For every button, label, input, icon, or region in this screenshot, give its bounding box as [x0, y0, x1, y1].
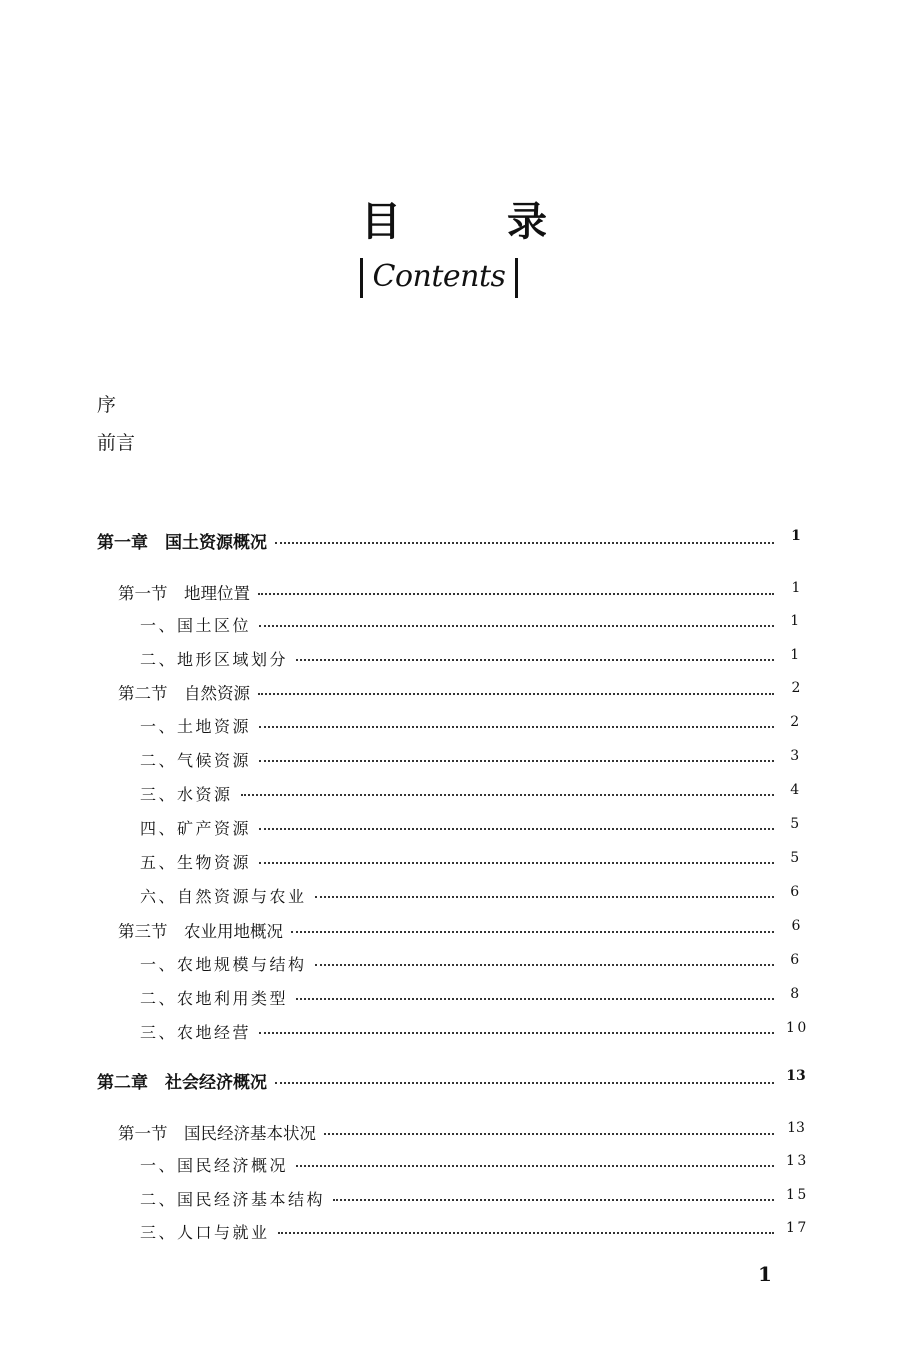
toc-section-row[interactable]	[118, 680, 801, 706]
toc-entry-label: 四、矿产资源	[140, 819, 252, 838]
toc-entry-label: 第二节 自然资源	[118, 684, 250, 703]
toc-page-number: 5	[790, 850, 802, 866]
toc-item-row[interactable]	[140, 850, 802, 876]
toc-page-number: 8	[790, 986, 802, 1002]
page-subtitle: Contents	[372, 258, 506, 294]
dot-leader	[315, 964, 774, 966]
toc-page-number: 13	[786, 1068, 806, 1084]
toc-page-number: 6	[790, 884, 802, 900]
dot-leader	[291, 931, 774, 933]
toc-page-number: 13	[787, 1120, 805, 1136]
dot-leader	[296, 998, 774, 1000]
toc-page-number: 1	[790, 613, 802, 629]
toc-page-number: 6	[790, 952, 802, 968]
dot-leader	[258, 593, 774, 595]
toc-entry-label: 三、水资源	[140, 785, 233, 804]
toc-item-row[interactable]	[140, 986, 802, 1012]
toc-item-row[interactable]	[140, 884, 802, 910]
toc-entry-label: 二、地形区域划分	[140, 650, 289, 669]
toc-page-number: 13	[786, 1153, 809, 1169]
toc-entry-label: 第一节 地理位置	[118, 584, 250, 603]
dot-leader	[278, 1232, 774, 1234]
toc-entry-label: 二、气候资源	[140, 751, 252, 770]
toc-page-number: 6	[791, 918, 801, 934]
toc-entry-label: 第一章 国土资源概况	[97, 533, 267, 553]
toc-entry-label: 一、土地资源	[140, 717, 252, 736]
toc-item-row[interactable]	[140, 1187, 809, 1213]
toc-section-row[interactable]	[118, 918, 801, 944]
toc-entry-label: 一、农地规模与结构	[140, 955, 307, 974]
dot-leader	[333, 1199, 774, 1201]
toc-page-number: 5	[790, 816, 802, 832]
toc-page-number: 3	[790, 748, 802, 764]
dot-leader	[315, 896, 774, 898]
dot-leader	[259, 726, 774, 728]
foreword-entry[interactable]: 前言	[97, 432, 136, 454]
toc-page-number: 10	[786, 1020, 809, 1036]
dot-leader	[259, 828, 774, 830]
toc-item-row[interactable]	[140, 952, 802, 978]
dot-leader	[259, 625, 774, 627]
toc-section-row[interactable]	[118, 580, 801, 606]
toc-item-row[interactable]	[140, 1220, 809, 1246]
preface-entry[interactable]: 序	[97, 394, 117, 416]
toc-entry-label: 三、人口与就业	[140, 1223, 270, 1242]
dot-leader	[296, 659, 774, 661]
dot-leader	[296, 1165, 774, 1167]
toc-item-row[interactable]	[140, 782, 802, 808]
toc-page-number: 4	[790, 782, 802, 798]
toc-item-row[interactable]	[140, 1153, 809, 1179]
toc-chapter-row[interactable]	[97, 528, 801, 554]
toc-entry-label: 五、生物资源	[140, 853, 252, 872]
toc-page-number: 2	[790, 714, 802, 730]
dot-leader	[324, 1133, 774, 1135]
toc-item-row[interactable]	[140, 647, 802, 673]
dot-leader	[275, 1082, 774, 1084]
toc-page-number: 17	[786, 1220, 809, 1236]
dot-leader	[259, 760, 774, 762]
page-title: 目 录	[361, 198, 593, 245]
toc-page-number: 1	[791, 580, 801, 596]
toc-item-row[interactable]	[140, 1020, 809, 1046]
dot-leader	[259, 862, 774, 864]
toc-item-row[interactable]	[140, 748, 802, 774]
toc-page-number: 2	[791, 680, 801, 696]
toc-entry-label: 三、农地经营	[140, 1023, 252, 1042]
toc-entry-label: 一、国民经济概况	[140, 1156, 289, 1175]
toc-entry-label: 一、国土区位	[140, 616, 252, 635]
dot-leader	[241, 794, 774, 796]
toc-item-row[interactable]	[140, 816, 802, 842]
toc-entry-label: 第三节 农业用地概况	[118, 922, 283, 941]
dot-leader	[258, 693, 774, 695]
toc-entry-label: 二、农地利用类型	[140, 989, 289, 1008]
toc-entry-label: 第二章 社会经济概况	[97, 1073, 267, 1093]
toc-section-row[interactable]	[118, 1120, 805, 1146]
toc-item-row[interactable]	[140, 613, 802, 639]
toc-item-row[interactable]	[140, 714, 802, 740]
toc-page-number: 1	[791, 528, 801, 544]
dot-leader	[259, 1032, 774, 1034]
dot-leader	[275, 542, 774, 544]
toc-entry-label: 第一节 国民经济基本状况	[118, 1124, 316, 1143]
toc-page-number: 1	[790, 647, 802, 663]
toc-page-number: 15	[786, 1187, 809, 1203]
toc-entry-label: 六、自然资源与农业	[140, 887, 307, 906]
toc-entry-label: 二、国民经济基本结构	[140, 1190, 326, 1209]
toc-chapter-row[interactable]	[97, 1068, 806, 1094]
page-number: 1	[758, 1262, 772, 1286]
